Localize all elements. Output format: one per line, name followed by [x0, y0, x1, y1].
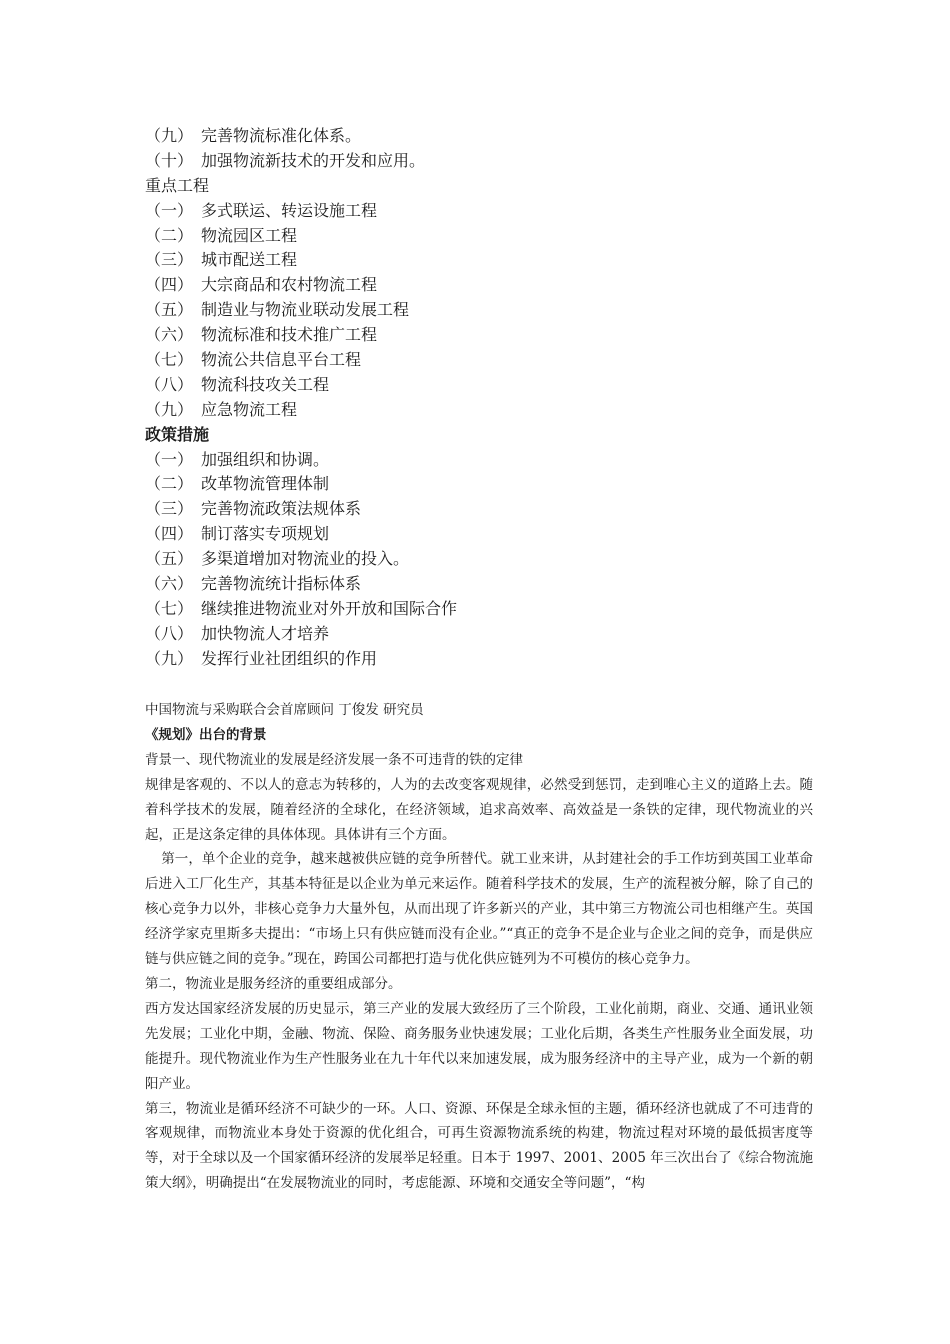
item-number: （四）	[145, 524, 194, 544]
item-number: （一）	[145, 200, 194, 220]
list-item	[145, 248, 825, 273]
paragraph: 第一，单个企业的竞争，越来越被供应链的竞争所替代。就工业来讲，从封建社会的手工作坊到英国工业革命后进入工厂化生产，其基本特征是以企业为单元来运作。随着科学技术的发展，生产的流程被分解，除了自己的核心竞争力以外，非核心竞争力大量外包，从而出现了许多新兴的产业，其中第三方物流公司也相继产生。英国经济学家克里斯多夫提出：“市场上只有供应链而没有企业。”“真正的竞争不是企业与企业之间的竞争，而是供应链与供应链之间的竞争。”现在，跨国公司都把打造与优化供应链列为不可模仿的核心竞争力。	[145, 851, 813, 968]
item-text: 多渠道增加对物流业的投入。	[201, 549, 410, 569]
list-item	[145, 224, 825, 249]
item-text: 完善物流标准化体系。	[201, 126, 362, 145]
list-item	[145, 522, 825, 547]
item-number: （七）	[145, 350, 194, 370]
item-number: （七）	[145, 598, 194, 618]
article	[145, 698, 813, 1196]
item-text: 大宗商品和农村物流工程	[201, 275, 378, 295]
item-number: （六）	[145, 325, 194, 345]
section-heading-policy: 政策措施	[145, 424, 210, 444]
item-text: 加快物流人才培养	[201, 623, 330, 643]
list-item	[145, 323, 825, 348]
item-text: 制造业与物流业联动发展工程	[201, 300, 410, 320]
list-item	[145, 572, 825, 597]
list-item	[145, 497, 825, 522]
list-item	[145, 124, 825, 149]
item-number: （八）	[145, 623, 194, 643]
list-item	[145, 298, 825, 323]
item-number: （五）	[145, 300, 194, 320]
list-item	[145, 622, 825, 647]
item-text: 改革物流管理体制	[201, 474, 330, 494]
paragraph: 规律是客观的、不以人的意志为转移的，人为的去改变客观规律，必然受到惩罚，走到唯心主义的道路上去。随着科学技术的发展，随着经济的全球化，在经济领域，追求高效率、高效益是一条铁的定律，现代物流业的兴起，正是这条定律的具体体现。具体讲有三个方面。	[145, 776, 813, 843]
item-text: 物流科技攻关工程	[201, 374, 330, 394]
item-text: 发挥行业社团组织的作用	[201, 648, 378, 668]
item-text: 物流标准和技术推广工程	[201, 325, 378, 345]
list-item	[145, 373, 825, 398]
list-item	[145, 647, 825, 672]
item-text: 完善物流政策法规体系	[201, 499, 362, 519]
list-item	[145, 547, 825, 572]
list-item	[145, 348, 825, 373]
item-number: （三）	[145, 499, 194, 519]
item-number: （九）	[145, 126, 194, 145]
list-item	[145, 273, 825, 298]
list-item	[145, 448, 825, 473]
item-text: 物流公共信息平台工程	[201, 350, 362, 370]
list-item	[145, 398, 825, 423]
item-text: 制订落实专项规划	[201, 524, 330, 544]
item-text: 继续推进物流业对外开放和国际合作	[201, 598, 458, 618]
item-text: 物流园区工程	[201, 225, 298, 245]
item-number: （二）	[145, 474, 194, 494]
item-text: 应急物流工程	[201, 399, 298, 419]
item-number: （六）	[145, 574, 194, 594]
paragraph: 第三，物流业是循环经济不可缺少的一环。人口、资源、环保是全球永恒的主题，循环经济也就成了不可违背的客观规律，而物流业本身处于资源的优化组合，可再生资源物流系统的构建，物流过程对环境的最低损害度等等，对于全球以及一个国家循环经济的发展举足轻重。日本于 1997、2001、2005 年三次出台了《综合物流施策大纲》，明确提出“在发展物流业的同时，考虑能源、环境和交通安全等问题”，“构	[145, 1100, 813, 1192]
item-number: （九）	[145, 399, 194, 419]
section-heading-key-projects: 重点工程	[145, 175, 210, 195]
list-item	[145, 149, 825, 174]
item-text: 加强物流新技术的开发和应用。	[201, 150, 426, 170]
item-number: （四）	[145, 275, 194, 295]
item-number: （十）	[145, 150, 194, 170]
list-item	[145, 199, 825, 224]
plan-outline	[145, 124, 825, 672]
item-number: （八）	[145, 374, 194, 394]
list-item	[145, 597, 825, 622]
item-text: 城市配送工程	[201, 250, 298, 270]
background-one-heading: 背景一、现代物流业的发展是经济发展一条不可违背的铁的定律	[145, 751, 523, 768]
item-text: 加强组织和协调。	[201, 449, 330, 469]
item-number: （一）	[145, 449, 194, 469]
paragraph: 第二，物流业是服务经济的重要组成部分。	[145, 975, 402, 992]
list-item	[145, 472, 825, 497]
item-text: 完善物流统计指标体系	[201, 574, 362, 594]
item-number: （五）	[145, 549, 194, 569]
author-line: 中国物流与采购联合会首席顾问 丁俊发 研究员	[145, 702, 424, 718]
item-number: （九）	[145, 648, 194, 668]
item-text: 多式联运、转运设施工程	[201, 200, 378, 220]
paragraph: 西方发达国家经济发展的历史显示，第三产业的发展大致经历了三个阶段，工业化前期，商业、交通、通讯业领先发展；工业化中期，金融、物流、保险、商务服务业快速发展；工业化后期，各类生产性服务业全面发展，功能提升。现代物流业作为生产性服务业在九十年代以来加速发展，成为服务经济中的主导产业，成为一个新的朝阳产业。	[145, 1000, 813, 1092]
item-number: （二）	[145, 225, 194, 245]
article-heading: 《规划》出台的背景	[145, 726, 267, 743]
item-number: （三）	[145, 250, 194, 270]
